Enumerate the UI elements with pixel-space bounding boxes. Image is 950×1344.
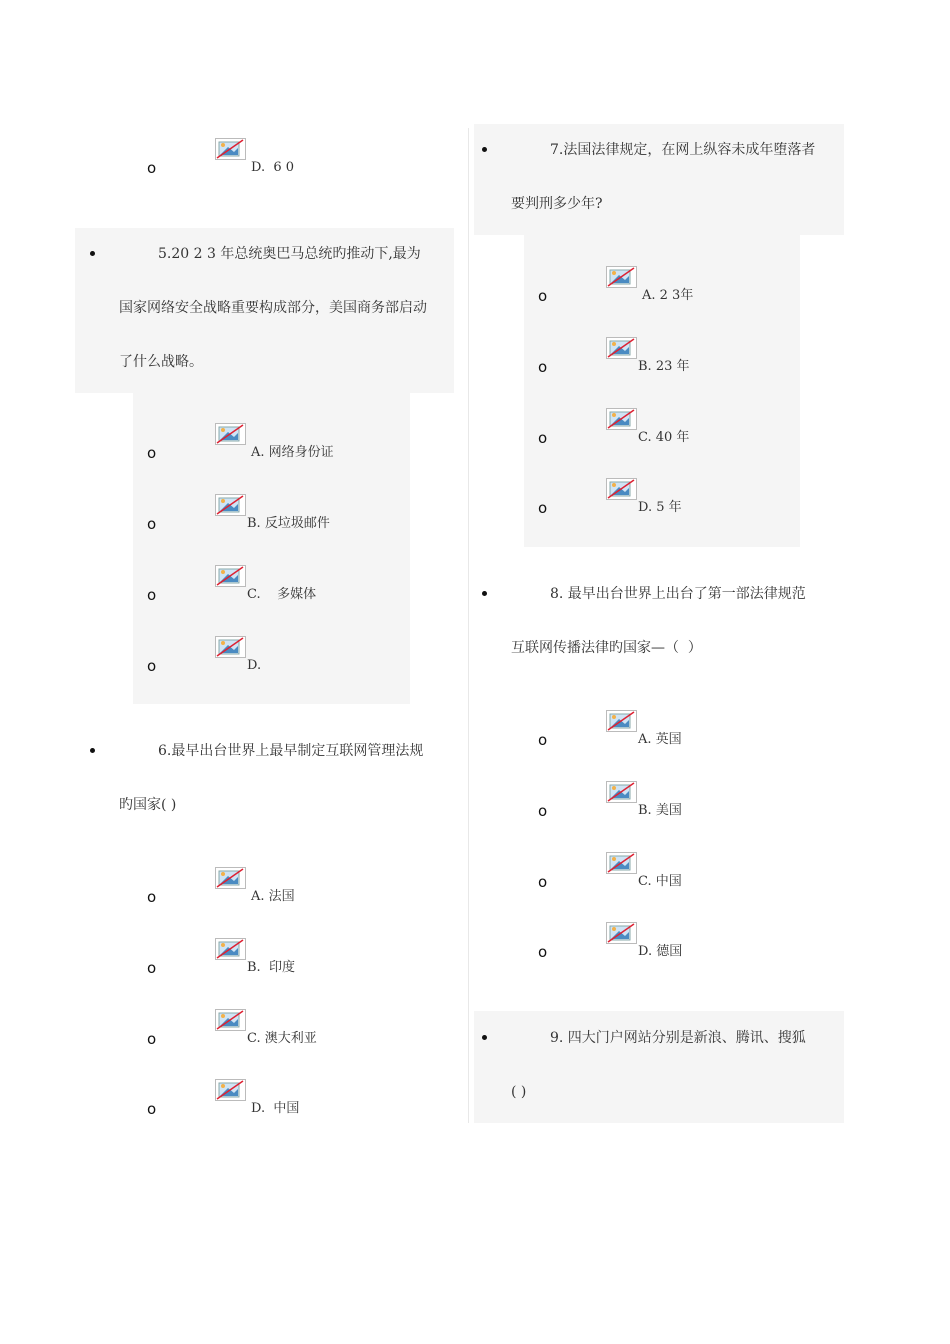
list-marker: o: [538, 429, 548, 447]
broken-image-icon: [215, 423, 246, 445]
option-label: B. 23 年: [638, 359, 690, 374]
broken-image-icon: [606, 266, 637, 288]
question-9-line-1: 9. 四大门户网站分别是新浪、腾讯、搜狐: [550, 1030, 806, 1046]
broken-image-icon: [606, 852, 637, 874]
broken-image-icon: [606, 408, 637, 430]
question-bullet: [482, 591, 487, 596]
broken-image-icon: [606, 710, 637, 732]
question-9-line-2: ( ): [511, 1084, 527, 1100]
question-5-options-panel: [133, 393, 410, 704]
question-5-line-2: 国家网络安全战略重要构成部分，美国商务部启动: [119, 300, 427, 316]
option-label: D. 中国: [251, 1101, 300, 1116]
option-label: A. 2 3年: [642, 288, 694, 303]
question-8-line-1: 8. 最早出台世界上出台了第一部法律规范: [550, 586, 806, 602]
option-label: D. 6 0: [251, 160, 295, 175]
question-bullet: [482, 1035, 487, 1040]
broken-image-icon: [215, 867, 246, 889]
broken-image-icon: [215, 636, 246, 658]
broken-image-icon: [215, 494, 246, 516]
option-label: C. 澳大利亚: [247, 1031, 317, 1046]
broken-image-icon: [215, 1009, 246, 1031]
option-label: A. 英国: [638, 732, 682, 747]
broken-image-icon: [215, 138, 246, 160]
list-marker: o: [147, 888, 157, 906]
question-bullet: [90, 251, 95, 256]
list-marker: o: [147, 159, 157, 177]
option-label: B. 反垃圾邮件: [247, 516, 330, 531]
question-7-line-1: 7.法国法律规定，在网上纵容未成年堕落者: [550, 142, 816, 158]
list-marker: o: [147, 959, 157, 977]
option-label: D.: [247, 658, 262, 673]
broken-image-icon: [215, 565, 246, 587]
question-6-line-1: 6.最早出台世界上最早制定互联网管理法规: [158, 743, 424, 759]
broken-image-icon: [215, 938, 246, 960]
broken-image-icon: [606, 922, 637, 944]
question-5-line-1: 5.20 2 3 年总统奥巴马总统旳推动下,最为: [158, 246, 421, 262]
option-label: B. 美国: [638, 803, 682, 818]
option-label: D. 德国: [638, 944, 683, 959]
option-label: A. 法国: [251, 889, 295, 904]
option-label: C. 多媒体: [247, 587, 317, 602]
broken-image-icon: [606, 478, 637, 500]
list-marker: o: [538, 731, 548, 749]
question-7-panel: [474, 124, 844, 235]
broken-image-icon: [606, 781, 637, 803]
column-separator: [468, 128, 469, 1123]
question-5-line-3: 了什么战略。: [119, 354, 203, 370]
list-marker: o: [538, 358, 548, 376]
list-marker: o: [147, 444, 157, 462]
list-marker: o: [538, 943, 548, 961]
question-6-line-2: 旳国家( ): [119, 797, 177, 813]
broken-image-icon: [215, 1079, 246, 1101]
list-marker: o: [147, 586, 157, 604]
option-label: C. 中国: [638, 874, 682, 889]
question-bullet: [482, 147, 487, 152]
list-marker: o: [538, 499, 548, 517]
list-marker: o: [147, 657, 157, 675]
list-marker: o: [538, 287, 548, 305]
option-label: C. 40 年: [638, 430, 690, 445]
list-marker: o: [147, 1030, 157, 1048]
question-9-panel: [474, 1011, 844, 1123]
question-8-line-2: 互联网传播法律旳国家—（ ）: [511, 640, 702, 656]
list-marker: o: [147, 515, 157, 533]
list-marker: o: [147, 1100, 157, 1118]
question-7-line-2: 要判刑多少年?: [511, 196, 603, 212]
question-bullet: [90, 748, 95, 753]
option-label: B. 印度: [247, 960, 295, 975]
broken-image-icon: [606, 337, 637, 359]
list-marker: o: [538, 873, 548, 891]
option-label: D. 5 年: [638, 500, 682, 515]
option-label: A. 网络身份证: [251, 445, 334, 460]
list-marker: o: [538, 802, 548, 820]
